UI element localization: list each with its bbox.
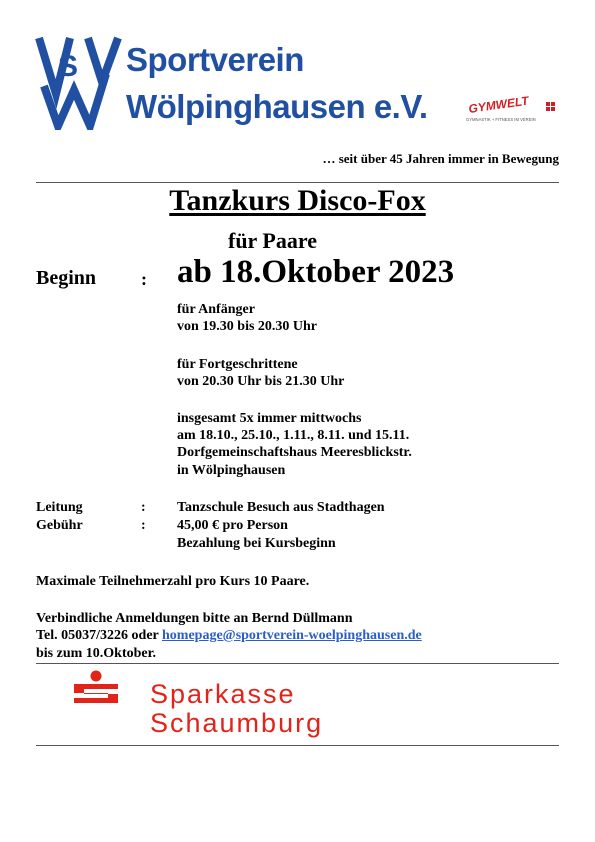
subtitle: für Paare [228,228,317,253]
gebuehr-note: Bezahlung bei Kursbeginn [177,536,336,551]
svw-logo [34,34,122,130]
sparkasse-line2: Schaumburg [150,708,324,738]
gebuehr-colon: : [141,518,146,533]
gymwelt-logo-subtext: GYMNASTIK + FITNESS IM VEREIN [466,117,536,122]
leitung-value: Tanzschule Besuch aus Stadthagen [177,500,385,515]
sparkasse-line1: Sparkasse [150,679,296,709]
venue-town: in Wölpinghausen [177,463,286,478]
gymwelt-logo [464,88,556,124]
divider [36,745,559,746]
schedule-dates: am 18.10., 25.10., 1.11., 8.11. und 15.11. [177,428,410,443]
tagline: … seit über 45 Jahren immer in Bewegung [322,151,559,166]
session-advanced-time: von 20.30 Uhr bis 21.30 Uhr [177,374,345,389]
beginn-date: ab 18.Oktober 2023 [177,254,455,290]
email-link[interactable]: homepage@sportverein-woelpinghausen.de [162,628,422,643]
beginn-colon: : [141,269,147,289]
gebuehr-label: Gebühr [36,518,83,533]
registration-line: Verbindliche Anmeldungen bitte an Bernd Düllmann [36,611,353,626]
page-title: Tanzkurs Disco-Fox [169,184,426,217]
gebuehr-value: 45,00 € pro Person [177,518,288,533]
max-participants: Maximale Teilnehmerzahl pro Kurs 10 Paare. [36,574,310,589]
leitung-label: Leitung [36,500,83,515]
svg-text:S: S [58,50,79,83]
divider [36,663,559,664]
leitung-colon: : [141,500,146,515]
deadline: bis zum 10.Oktober. [36,646,157,661]
sparkasse-logo [70,670,415,738]
gymwelt-logo-text: GYMWELT [467,93,530,116]
contact-tel: Tel. 05037/3226 oder [36,628,163,643]
session-advanced-label: für Fortgeschrittene [177,357,298,372]
session-beginner-time: von 19.30 bis 20.30 Uhr [177,319,318,334]
schedule-count: insgesamt 5x immer mittwochs [177,411,362,426]
divider [36,182,559,183]
contact-line [36,627,422,644]
session-beginner-label: für Anfänger [177,302,255,317]
club-name-line1: Sportverein [126,41,304,78]
venue-name: Dorfgemeinschaftshaus Meeresblickstr. [177,445,412,460]
club-name-line2: Wölpinghausen e.V. [126,88,428,125]
beginn-label: Beginn [36,267,97,289]
